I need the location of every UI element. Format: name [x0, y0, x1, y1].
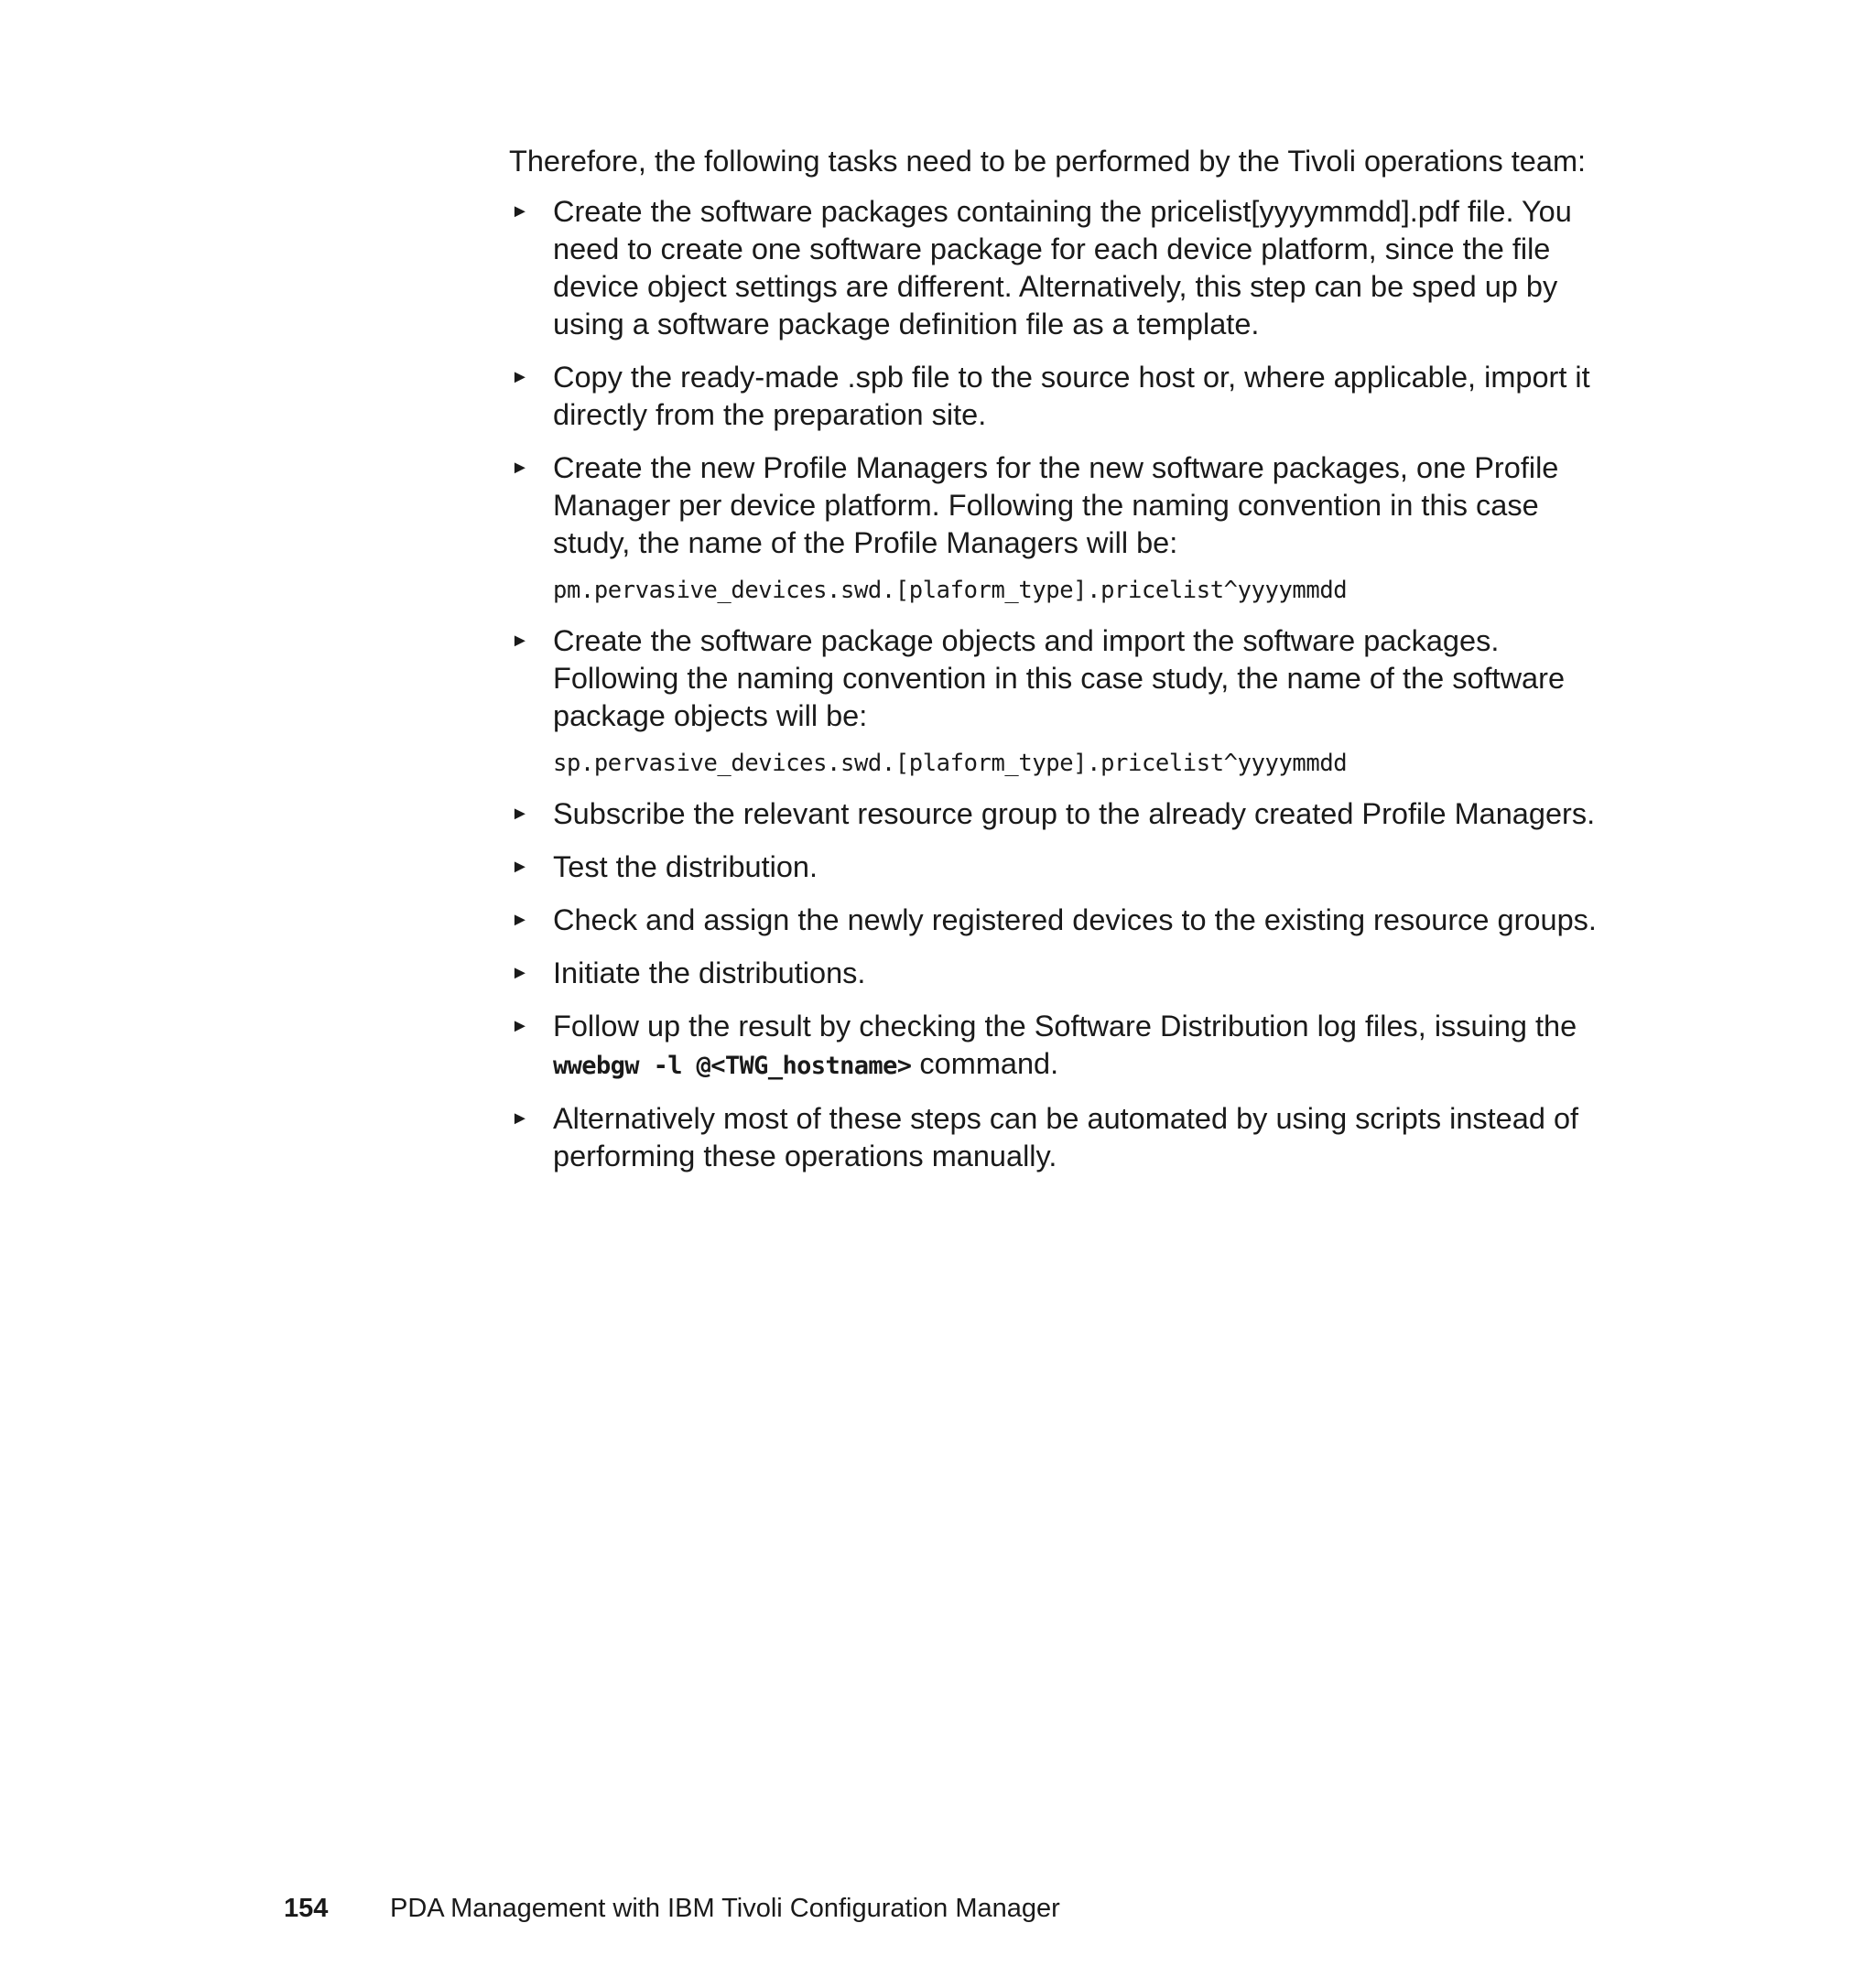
- bullet-arrow-icon: ►: [511, 857, 529, 877]
- list-item: [509, 449, 1617, 562]
- page-footer: [284, 1892, 1060, 1925]
- list-item: [509, 1008, 1617, 1085]
- bullet-arrow-icon: ►: [511, 367, 529, 387]
- page-body: [509, 143, 1617, 1191]
- bullet-arrow-icon: ►: [511, 201, 529, 221]
- list-item-text: Create the new Profile Managers for the new software packages, one Profile Manager per device platform. Following the naming convention in this case study, the name of the Profile Managers will be:: [553, 451, 1559, 559]
- list-item-text: Create the software packages containing the pricelist[yyyymmdd].pdf file. You need to create one software package for each device platform, since the file device object settings are different. Alternatively, this step can be sped up by using a software package definition file as a template.: [553, 195, 1572, 340]
- bullet-arrow-icon: ►: [511, 458, 529, 478]
- list-item: [509, 795, 1617, 833]
- list-item-text: Copy the ready-made .spb file to the source host or, where applicable, import it directly from the preparation site.: [553, 361, 1590, 431]
- bullet-arrow-icon: ►: [511, 631, 529, 651]
- list-item-text: Alternatively most of these steps can be automated by using scripts instead of performing these operations manually.: [553, 1102, 1579, 1172]
- list-item: [509, 955, 1617, 992]
- bullet-arrow-icon: ►: [511, 910, 529, 930]
- software-package-name-code: sp.pervasive_devices.swd.[plaform_type].pricelist^yyyymmdd: [553, 750, 1348, 777]
- intro-paragraph: Therefore, the following tasks need to be performed by the Tivoli operations team:: [509, 145, 1587, 178]
- bullet-arrow-icon: ►: [511, 804, 529, 824]
- list-item-text: Test the distribution.: [553, 850, 818, 883]
- list-item-text-after: command.: [911, 1047, 1059, 1080]
- wwebgw-command: wwebgw -l @<TWG_hostname>: [553, 1052, 912, 1080]
- book-title: PDA Management with IBM Tivoli Configuration Manager: [390, 1894, 1060, 1923]
- list-item: [509, 848, 1617, 886]
- list-item-text: Create the software package objects and import the software packages. Following the naming convention in this case study, the name of the software package objects will be:: [553, 624, 1566, 732]
- list-item-text: Initiate the distributions.: [553, 956, 866, 989]
- list-item: [509, 193, 1617, 343]
- list-item: [509, 1100, 1617, 1175]
- page-number: 154: [284, 1894, 329, 1923]
- list-item-text-before: Follow up the result by checking the Software Distribution log files, issuing the: [553, 1010, 1577, 1043]
- bullet-arrow-icon: ►: [511, 963, 529, 983]
- list-item: [509, 622, 1617, 735]
- list-item: [509, 359, 1617, 434]
- bullet-arrow-icon: ►: [511, 1016, 529, 1036]
- list-item: [509, 902, 1617, 939]
- profile-manager-name-code: pm.pervasive_devices.swd.[plaform_type].pricelist^yyyymmdd: [553, 577, 1348, 604]
- list-item-text: Check and assign the newly registered devices to the existing resource groups.: [553, 903, 1597, 936]
- list-item-text: Subscribe the relevant resource group to the already created Profile Managers.: [553, 797, 1596, 830]
- bullet-arrow-icon: ►: [511, 1108, 529, 1129]
